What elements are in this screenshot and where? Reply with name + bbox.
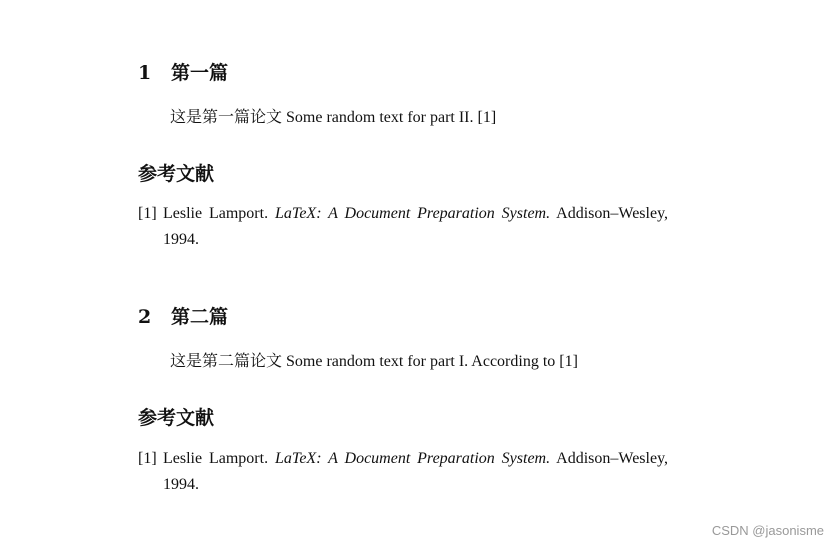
references-heading: 参考文献 <box>138 163 215 185</box>
bibliography-entry <box>138 201 668 253</box>
section-title: 第一篇 <box>171 62 229 84</box>
bib-title: LaTeX: A Document Preparation System. <box>275 450 551 467</box>
bib-label: [1] <box>138 450 157 467</box>
watermark: CSDN @jasonisme <box>711 523 824 538</box>
section-body-text: 这是第二篇论文 Some random text for part I. According to [1] <box>170 353 578 370</box>
bib-label: [1] <box>138 205 157 222</box>
section-body-text: 这是第一篇论文 Some random text for part II. [1] <box>170 109 497 126</box>
bib-author: Leslie Lamport. <box>163 450 269 467</box>
section-number: 2 <box>138 306 152 328</box>
section-number: 1 <box>138 62 152 84</box>
section-heading-1 <box>138 58 228 85</box>
bib-title: LaTeX: A Document Preparation System. <box>275 205 551 222</box>
bib-publisher: Addison–Wesley, 1994. <box>163 450 669 493</box>
references-heading: 参考文献 <box>138 407 215 429</box>
bibliography-entry <box>138 446 668 498</box>
section-heading-2 <box>138 302 228 329</box>
section-title: 第二篇 <box>171 306 229 328</box>
bib-author: Leslie Lamport. <box>163 205 269 222</box>
bib-publisher: Addison–Wesley, 1994. <box>163 205 669 248</box>
